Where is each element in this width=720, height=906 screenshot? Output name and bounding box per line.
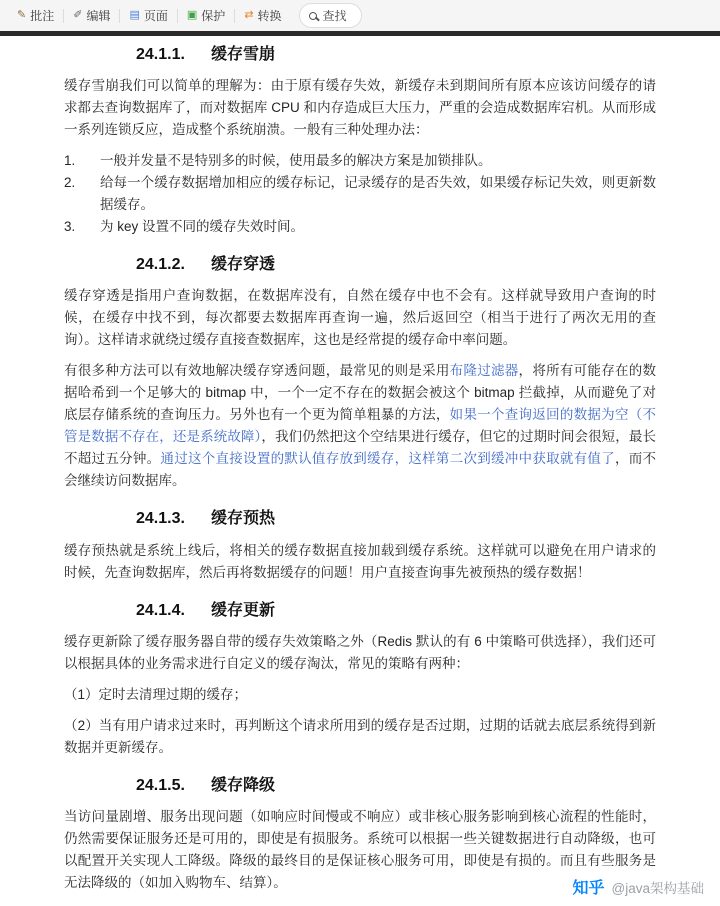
list-item-text: 给每一个缓存数据增加相应的缓存标记，记录缓存的是否失效，如果缓存标记失效，则更新数据缓存。 <box>100 175 656 213</box>
protect-icon: ▣ <box>186 9 198 21</box>
toolbar-item-page[interactable] <box>120 3 176 28</box>
heading-title: 缓存穿透 <box>210 256 275 274</box>
paragraph: 缓存穿透是指用户查询数据，在数据库没有，自然在缓存中也不会有。这样就导致用户查询的时候，在缓存中找不到，每次都要去数据库再查询一遍，然后返回空（相当于进行了两次无用的查询）。这样请求就绕过缓存直接查数据库，这也是经常提的缓存命中率问题。 <box>64 288 656 348</box>
search-icon <box>309 12 317 20</box>
list-item-marker: 1. <box>64 153 76 169</box>
list-item <box>64 150 656 172</box>
annotate-icon: ✎ <box>17 9 27 21</box>
toolbar-item-protect-label: 保护 <box>201 9 226 23</box>
heading-title: 缓存雪崩 <box>210 46 275 63</box>
section-heading-cache-degrade <box>136 776 656 795</box>
convert-icon: ⇄ <box>244 9 254 21</box>
text-run: ，而不会继续访问数据库。 <box>64 451 657 489</box>
section-heading-cache-update <box>136 601 656 620</box>
toolbar-item-convert-label: 转换 <box>257 9 282 23</box>
toolbar-item-edit[interactable] <box>64 3 119 28</box>
paragraph: （1）定时去清理过期的缓存； <box>64 686 248 702</box>
toolbar-item-protect[interactable] <box>178 3 234 28</box>
heading-number: 24.1.3. <box>136 510 185 528</box>
list-item-text: 一般并发量不是特别多的时候，使用最多的解决方案是加锁排队。 <box>100 153 492 169</box>
paragraph: 缓存雪崩我们可以简单的理解为：由于原有缓存失效，新缓存未到期间所有原本应该访问缓存的请求都去查询数据库了，而对数据库 CPU 和内存造成巨大压力，严重的会造成数据库宕机。从而形成一系列连锁反应，造成整个系统崩溃。一般有三种处理办法： <box>64 78 656 138</box>
heading-title: 缓存预热 <box>210 510 275 528</box>
text-run: ，我们仍然把这个空结果进行缓存，但它的过期时间会很短，最长不超过五分钟。 <box>64 429 657 467</box>
list-item-text: 为 key 设置不同的缓存失效时间。 <box>100 219 305 235</box>
paragraph: 缓存预热就是系统上线后，将相关的缓存数据直接加载到缓存系统。这样就可以避免在用户请求的时候，先查询数据库，然后再将数据缓存的问题！用户直接查询事先被预热的缓存数据！ <box>64 542 656 580</box>
list-item-marker: 2. <box>64 175 76 191</box>
list-item-marker: 3. <box>64 219 76 235</box>
edit-icon: ✐ <box>73 9 83 21</box>
heading-number: 24.1.4. <box>136 601 185 619</box>
list-item <box>64 172 656 216</box>
section-heading-cache-penetration <box>136 255 656 274</box>
highlighted-text: 通过这个直接设置的默认值存放到缓存，这样第二次到缓冲中获取就有值了 <box>160 451 615 467</box>
heading-title: 缓存降级 <box>210 776 275 794</box>
author-handle: @java架构基础 <box>611 881 704 896</box>
document-page <box>0 36 720 894</box>
paragraph-with-links <box>64 360 656 492</box>
highlighted-text: 如果一个查询返回的数据为空（不管是数据不存在，还是系统故障） <box>64 407 657 445</box>
paragraph: 当访问量剧增、服务出现问题（如响应时间慢或不响应）或非核心服务影响到核心流程的性能时，仍然需要保证服务还是可用的，即使是有损服务。系统可以根据一些关键数据进行自动降级，也可以配置开关实现人工降级。降级的最终目的是保证核心服务可用，即使是有损的。而且有些服务是无法降级的（如加入购物车、结算）。 <box>64 808 656 890</box>
zhihu-logo: 知乎 <box>572 880 605 897</box>
page-icon: ▤ <box>129 9 140 21</box>
text-run: ，将所有可能存在的数据哈希到一个足够大的 bitmap 中，一个一定不存在的数据会被这个 bitmap 拦截掉，从而避免了对底层存储系统的查询压力。另外也有一个更为简单粗暴的方法， <box>64 363 657 423</box>
paragraph: 缓存更新除了缓存服务器自带的缓存失效策略之外（Redis 默认的有 6 中策略可供选择），我们还可以根据具体的业务需求进行自定义的缓存淘汰，常见的策略有两种： <box>64 633 656 671</box>
toolbar-item-convert[interactable] <box>235 3 290 28</box>
zhihu-watermark <box>573 875 705 898</box>
bloom-filter-link[interactable]: 布隆过滤器 <box>449 363 519 379</box>
toolbar-item-annotate[interactable] <box>8 3 63 28</box>
search-label: 查找 <box>322 9 347 23</box>
heading-number: 24.1.1. <box>136 46 185 63</box>
toolbar-item-annotate-label: 批注 <box>30 9 55 23</box>
heading-number: 24.1.5. <box>136 776 185 794</box>
toolbar <box>0 0 720 31</box>
toolbar-item-page-label: 页面 <box>143 9 168 23</box>
paragraph: （2）当有用户请求过来时，再判断这个请求所用到的缓存是否过期，过期的话就去底层系统得到新数据并更新缓存。 <box>64 717 656 755</box>
heading-title: 缓存更新 <box>210 601 275 619</box>
search-box[interactable] <box>299 3 362 28</box>
toolbar-item-edit-label: 编辑 <box>86 9 111 23</box>
heading-number: 24.1.2. <box>136 256 185 274</box>
text-run: 有很多种方法可以有效地解决缓存穿透问题，最常见的则是采用 <box>64 363 450 379</box>
list-item <box>64 216 656 238</box>
ordered-list <box>64 150 656 238</box>
section-heading-cache-avalanche <box>136 45 656 64</box>
section-heading-cache-warmup <box>136 509 656 528</box>
